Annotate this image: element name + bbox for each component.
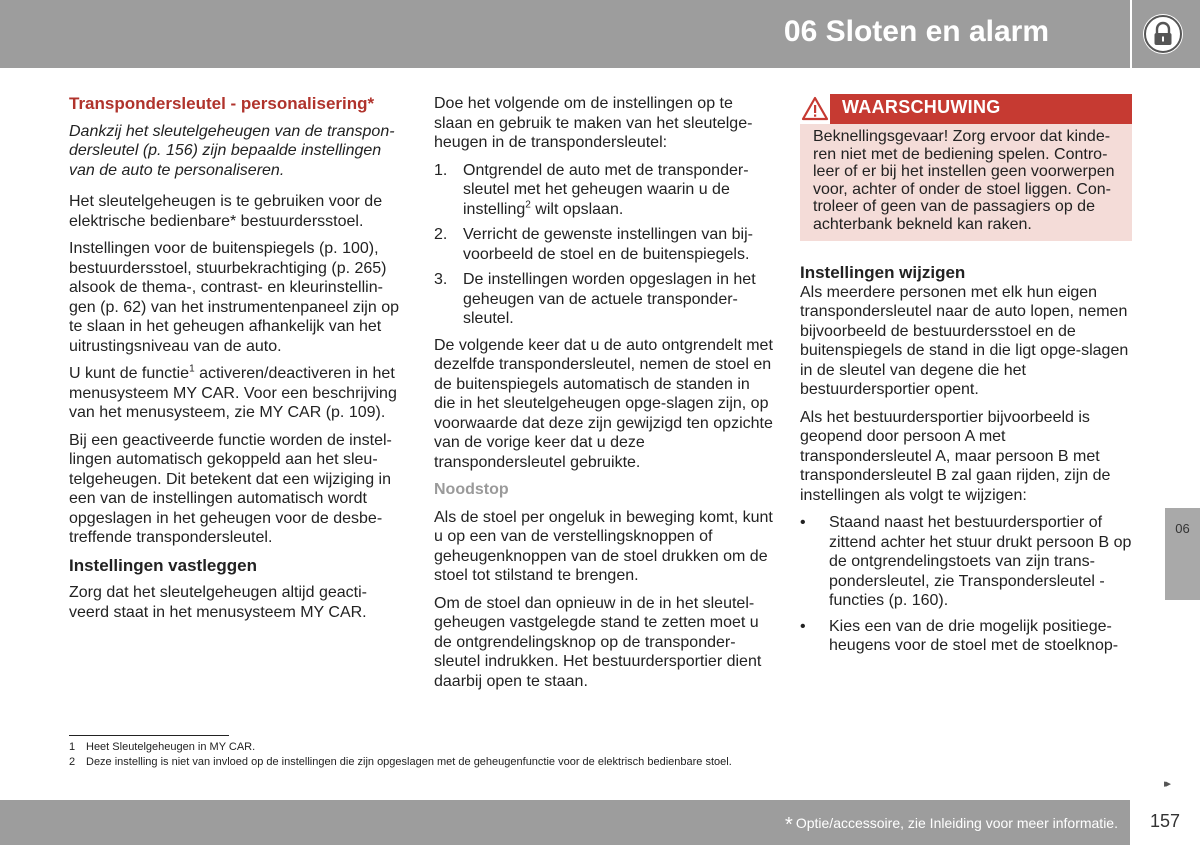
warning-text: Beknellingsgevaar! Zorg ervoor dat kinde-ren niet met de bediening spelen. Contro-leer of er bij het instellen geen voorwerpen voor, achter of onder de stoel liggen. Con-troleer of geen van de passagiers op de achterbank bekneld kan raken. (813, 128, 1115, 233)
list-item: • Staand naast het bestuurdersportier of zittend achter het stuur drukt persoon B op de ontgrendelingstoets van zijn trans-pondersleutel, zie Transpondersleutel - functies (p. 160). (800, 514, 1132, 609)
intro-text: Dankzij het sleutelgeheugen van de transpon-dersleutel (p. 156) zijn bepaalde instellingen van de auto te personaliseren. (69, 122, 395, 179)
paragraph: Zorg dat het sleutelgeheugen altijd geacti-veerd staat in het menusysteem MY CAR. (69, 584, 367, 621)
paragraph-with-footnote: U kunt de functie$^1$ activeren/deactiveren in het menusysteem MY CAR. Voor een beschrijving van het menusysteem, zie MY CAR (p. 109). (69, 363, 397, 421)
column-left (69, 94, 404, 630)
paragraph: Als de stoel per ongeluk in beweging komt, kunt u op een van de verstellingsknoppen of geheugenknoppen van de stoel drukken om de stoel tot stilstand te brengen. (434, 508, 773, 584)
warning-title: WAARSCHUWING (842, 97, 1001, 117)
subheading-change-settings: Instellingen wijzigen (800, 263, 966, 282)
paragraph: Bij een geactiveerde functie worden de instel-lingen automatisch gekoppeld aan het sleu-telgeheugen. Dit betekent dat een wijziging in een van de instellingen automatisch wordt opgeslagen in het geheugen voor de desbe-treffende transpondersleutel. (69, 431, 392, 546)
footnote-ref-1: 1 (189, 363, 195, 375)
column-middle (434, 94, 774, 699)
list-item: • Kies een van de drie mogelijk positiege-heugens voor de stoel met de stoelknop- (800, 617, 1119, 654)
warning-triangle-icon (800, 94, 830, 124)
section-heading-personalisation: Transpondersleutel - personalisering* (69, 94, 375, 113)
chapter-header (0, 0, 1130, 68)
paragraph: Het sleutelgeheugen is te gebruiken voor de elektrische bedienbare* bestuurdersstoel. (69, 193, 383, 230)
paragraph: Instellingen voor de buitenspiegels (p. 100), bestuurdersstoel, stuurbekrachtiging (p. 265) alsook de thema-, contrast- en kleurinstellin-gen (p. 62) van het instrumentenpaneel zijn op te slaan in het geheugen afhankelijk van het uitrustingsniveau van de auto. (69, 240, 399, 355)
subheading-emergency-stop: Noodstop (434, 481, 509, 498)
column-right (800, 94, 1132, 662)
chapter-icon-tab (1132, 0, 1200, 68)
subheading-save-settings: Instellingen vastleggen (69, 555, 257, 575)
paragraph: De volgende keer dat u de auto ontgrendelt met dezelfde transpondersleutel, nemen de stoel en de buitenspiegels automatisch de standen in die in het sleutelgeheugen opge-slagen zijn, op voorwaarde dat deze zijn gewijzigd ten opzichte van de vorige keer dat u deze transpondersleutel gebruikte. (434, 336, 773, 471)
option-note: * Optie/accessoire, zie Inleiding voor meer informatie. (785, 814, 1118, 836)
list-item: 1. Ontgrendel de auto met de transponder-sleutel met het geheugen waarin u de instelling$^2$ wilt opslaan. (434, 161, 749, 218)
next-page-icon[interactable]: ▸▸ (1164, 778, 1168, 790)
footnote-ref-2: 2 (525, 199, 531, 211)
chapter-side-tab[interactable]: 06 (1165, 508, 1200, 600)
paragraph: Als meerdere personen met elk hun eigen transpondersleutel naar de auto lopen, nemen bijvoorbeeld de bestuurdersstoel en de buitenspiegels de stand in die ligt opge-slagen in de sleutel van degene die het bestuurdersportier opent. (800, 283, 1129, 398)
list-item: 2. Verricht de gewenste instellingen van bij-voorbeeld de stoel en de buitenspiegels. (434, 226, 753, 263)
bullet-list (800, 513, 1132, 656)
footnote-1: 1 Heet Sleutelgeheugen in MY CAR. (69, 741, 256, 753)
paragraph: Om de stoel dan opnieuw in de in het sleutel-geheugen vastgelegde stand te zetten moet u de ontgrendelingsknop op de transponder-sleutel indrukken. Het bestuurdersportier dient daarbij open te staan. (434, 594, 762, 690)
paragraph: Doe het volgende om de instellingen op te slaan en gebruik te maken van het sleutelge-heugen in de transpondersleutel: (434, 95, 753, 151)
warning-header (800, 94, 1132, 124)
footnote-divider (69, 735, 229, 736)
chapter-title: 06 Sloten en alarm (783, 15, 1049, 48)
lock-icon (1143, 14, 1183, 54)
paragraph: Als het bestuurdersportier bijvoorbeeld is geopend door persoon A met transpondersleutel A, maar persoon B met transpondersleutel B zal gaan rijden, zijn de instellingen als volgt te wijzigen: (800, 408, 1111, 504)
page-footer (0, 800, 1130, 845)
steps-list (434, 161, 774, 329)
page-number: 157 (1149, 811, 1181, 831)
footnote-2: 2 Deze instelling is niet van invloed op de instellingen die zijn opgeslagen met de geheugenfunctie voor de elektrisch bedienbare stoel. (69, 756, 732, 768)
list-item: 3. De instellingen worden opgeslagen in het geheugen van de actuele transponder-sleutel. (434, 271, 756, 327)
warning-box (800, 94, 1132, 241)
